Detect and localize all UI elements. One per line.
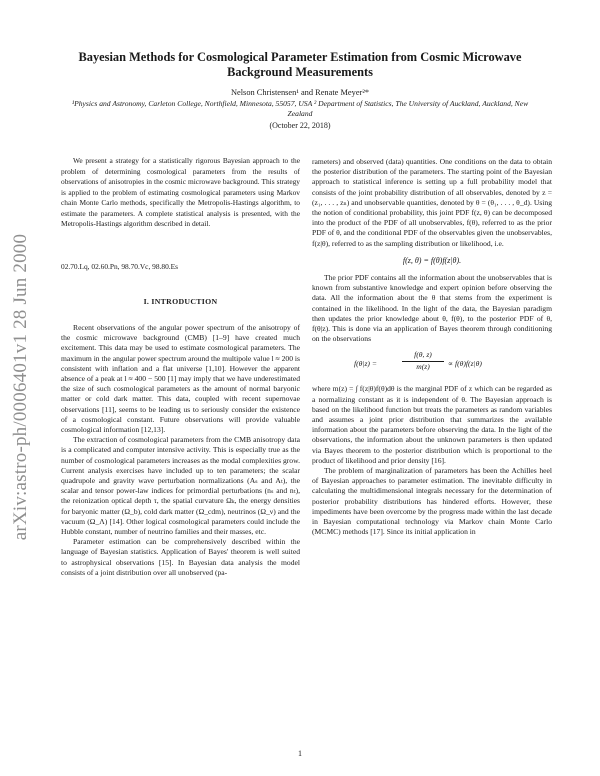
- section-heading: I. INTRODUCTION: [143, 297, 218, 306]
- equation-denominator: m(z): [416, 361, 430, 371]
- abstract-text: We present a strategy for a statistically rigorous Bayesian approach to the problem of determining cosmological parameters from the results of observations of anisotropies in the cosmic microwave background. This strategy is applied to the problem of estimating cosmological parameters using Markov chain Monte Carlo methods, specifically the Metropolis-Hastings algorithm, to estimate the parameters. A complete statistical analysis is presented, with the Metropolis-Hastings algorithm described in detail.: [61, 156, 300, 228]
- abstract: [61, 156, 300, 230]
- paper-date: (October 22, 2018): [269, 121, 331, 130]
- affiliations: ¹Physics and Astronomy, Carleton College, Northfield, Minnesota, 55057, USA ² Department of Statistics, The University of Auckland, Auckland, New Zealand: [71, 99, 529, 119]
- paragraph: The problem of marginalization of parameters has been the Achilles heel of Bayesian approaches to parameter estimation. The inevitable difficulty in calculating the multidimensional integrals necessary for the determination of posterior probability distributions has hindered efforts. However, these impediments have been overcome by the progress made within the last decade in Bayesian computational technology via Markov chain Monte Carlo (MCMC) methods [17]. Since its initial application in: [312, 466, 552, 537]
- paragraph: Parameter estimation can be comprehensively described within the language of Bayesian statistics. Application of Bayes' theorem is well suited to astrophysical observations [15]. In Bayesian data analysis the model consists of a joint distribution over all unobserved (pa-: [61, 537, 300, 577]
- equation-lhs: f(θ|z) =: [354, 359, 377, 369]
- pacs-numbers: 02.70.Lq, 02.60.Pn, 98.70.Vc, 98.80.Es: [61, 262, 179, 271]
- paragraph: rameters) and observed (data) quantities. One conditions on the data to obtain the posterior distribution of the parameters. The starting point of the Bayesian approach to statistical inference is setting up a full probability model that consists of the joint probability distribution of all observables, denoted by z = (z₁, . . . , zₙ) and unobservable quantities, denoted by θ = (θ₁, . . . , θ_d). Using the notion of conditional probability, this joint PDF f(z, θ) can be decomposed into the product of the PDF of all unobservables, f(θ), referred to as the prior PDF of θ, and the conditional PDF of the observables given the unobservables, f(z|θ), referred to as the sampling distribution or likelihood, i.e.: [312, 157, 552, 248]
- paragraph: Recent observations of the angular power spectrum of the anisotropy of the cosmic microwave background (CMB) [1–9] have created much excitement. This data may be used to estimate cosmological parameters. The maximum in the angular power spectrum around the multipole value l ≈ 200 is consistent with inflation and a flat universe [1,10]. However the apparent absence of a peak at l ≈ 400 − 500 [1] may imply that we have underestimated the size of such cosmological parameters as the amount of normal baryonic matter or cold dark matter. This data, coupled with recent supernovae observations [11], seems to be leading us to seriously consider the existence of a cosmological constant. Future observations will provide valuable cosmological information [12,13].: [61, 323, 300, 435]
- paragraph: where m(z) = ∫ f(z|θ)f(θ)dθ is the marginal PDF of z which can be regarded as a normalizing constant as it is independent of θ. The Bayesian approach is based on the likelihood function but treats the parameters as random variables and assumes a joint prior distribution that summarizes the available information about the parameters before observing the data. In the light of the observations, the information about the unknown parameters is then updated via Bayes theorem to the posterior distribution which is proportional to the product of likelihood and prior density [16].: [312, 384, 552, 465]
- equation-joint-pdf: f(z, θ) = f(θ)f(z|θ).: [402, 255, 462, 265]
- equation-rhs: ∝ f(θ)f(z|θ): [448, 359, 482, 369]
- arxiv-id: arXiv:astro-ph/0006401v1 28 Jun 2000: [10, 233, 31, 541]
- author-list: Nelson Christensen¹ and Renate Meyer²*: [230, 88, 370, 97]
- paper-title: Bayesian Methods for Cosmological Parameter Estimation from Cosmic Microwave Background Measurements: [78, 50, 522, 79]
- page-number: 1: [298, 749, 302, 758]
- left-column: [61, 323, 300, 578]
- arxiv-sidebar-stamp: [10, 233, 32, 541]
- equation-fraction: [402, 350, 444, 371]
- paragraph: The extraction of cosmological parameters from the CMB anisotropy data is a complicated and computer intensive activity. This is especially true as the number of cosmological parameters increases as the modal complexities grow. Current analysis exercises have included up to ten parameters; the scalar quadrupole and gravity wave perturbation normalizations (Aₛ and Aₜ), the scalar and tensor power-law indices for primordial perturbations (nₛ and nₜ), the reionization optical depth τ, the spatial curvature Ωₖ, the energy densities for baryonic matter (Ω_b), cold dark matter (Ω_cdm), neutrinos (Ω_ν) and the vacuum (Ω_Λ) [14]. Other logical cosmological parameters could include the Hubble constant, number of neutrino families and their masses, etc.: [61, 435, 300, 537]
- equation-numerator: f(θ, z): [402, 350, 444, 361]
- right-column: [312, 157, 552, 538]
- equation-bayes-theorem: [312, 350, 552, 378]
- paragraph: The prior PDF contains all the information about the unobservables that is known from substantive knowledge and expert opinion before observing the data. All the information about the θ that stems from the experiment is contained in the likelihood. In the light of the data, the Bayesian paradigm then updates the prior knowledge about θ, f(θ), to the posterior PDF of θ, f(θ|z). This is done via an application of Bayes theorem through conditioning on the observations: [312, 273, 552, 344]
